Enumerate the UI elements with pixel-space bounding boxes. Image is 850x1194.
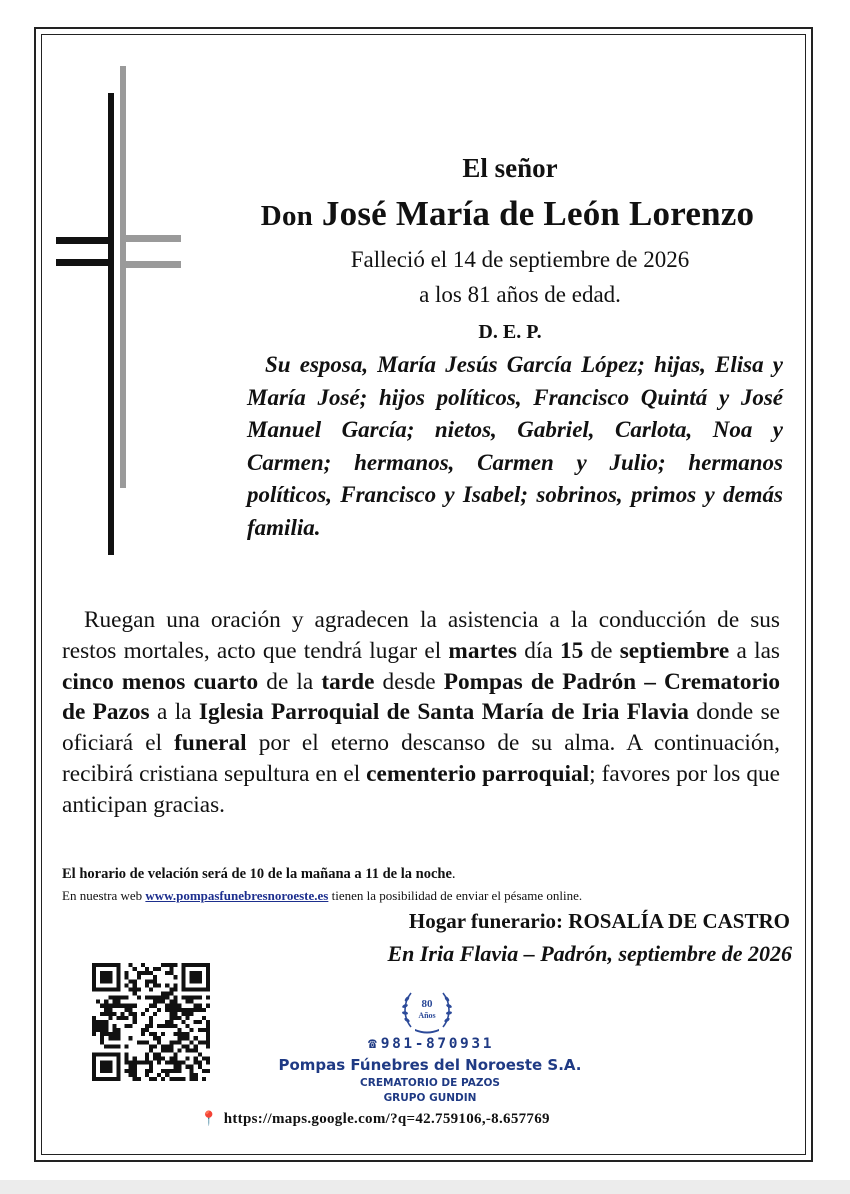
ceremony-text: de la: [258, 668, 322, 695]
dep-line: D. E. P.: [478, 321, 542, 343]
ceremony-text: a las: [729, 637, 780, 664]
maps-link[interactable]: [200, 1111, 680, 1128]
qr-code[interactable]: [92, 963, 210, 1081]
schedule-line: [62, 866, 782, 883]
place-date: En Iria Flavia – Padrón, septiembre de 2026: [387, 941, 792, 966]
ceremony-text: ; favores por los que anticipan gracias.: [62, 760, 780, 818]
company-name: Pompas Fúnebres del Noroeste S.A.: [278, 1056, 582, 1074]
ceremony-text: Ruegan una oración y agradecen la asistencia a la conducción de sus restos mortales, acto que tendrá lugar el: [62, 607, 780, 664]
family-paragraph: Su esposa, María Jesús García López; hijas, Elisa y María José; hijos políticos, Francisco Quintá y José Manuel García; nietos, Gabriel, Carlota, Noa y Carmen; hermanos, Carmen y Julio; hermanos políticos, Francisco y Isabel; sobrinos, primos y demás familia.: [247, 352, 783, 540]
ceremony-funeral: funeral: [174, 730, 247, 757]
deceased-name: [195, 194, 820, 234]
logo-word: Años: [418, 1011, 436, 1020]
web-prefix: En nuestra web: [62, 888, 146, 903]
maps-url: https://maps.google.com/?q=42.759106,-8.657769: [223, 1111, 550, 1127]
death-date-line: Falleció el 14 de septiembre de 2026: [350, 247, 690, 272]
name-main: José María de León Lorenzo: [321, 194, 755, 233]
ceremony-text: día: [516, 637, 560, 664]
ceremony-text: donde se oficiará el: [62, 699, 780, 757]
web-suffix: tienen la posibilidad de enviar el pésame online.: [328, 888, 583, 903]
phone-line[interactable]: [368, 1036, 508, 1052]
schedule-end: .: [451, 866, 456, 882]
ceremony-day-name: martes: [448, 637, 517, 664]
page-bottom-strip: [0, 1180, 850, 1194]
name-prefix: Don: [260, 200, 313, 232]
laurel-logo-icon: [399, 987, 455, 1035]
ceremony-period: tarde: [321, 668, 375, 695]
website-link[interactable]: www.pompasfunebresnoroeste.es: [145, 888, 329, 903]
schedule-text: El horario de velación será de 10 de la mañana a 11 de la noche: [62, 866, 452, 882]
ceremony-cemetery: cementerio parroquial: [366, 760, 590, 787]
ceremony-paragraph: [62, 605, 780, 821]
phone-number: 981-870931: [380, 1036, 495, 1052]
group-name: GRUPO GUNDIN: [383, 1092, 477, 1104]
logo-number: 80: [421, 998, 433, 1010]
ceremony-origin: Pompas de Padrón – Crematorio de Pazos: [62, 668, 780, 726]
ceremony-text: desde: [374, 668, 444, 695]
web-line: [62, 888, 782, 904]
intro-title: El señor: [462, 153, 558, 183]
ceremony-time: cinco menos cuarto: [62, 668, 259, 695]
hogar-funerario: Hogar funerario: ROSALÍA DE CASTRO: [408, 909, 790, 933]
ceremony-month: septiembre: [619, 637, 730, 664]
age-line: a los 81 años de edad.: [419, 282, 621, 307]
ceremony-text: a la: [149, 699, 199, 726]
crematorium-name: CREMATORIO DE PAZOS: [360, 1077, 500, 1089]
phone-icon: ☎: [368, 1036, 377, 1052]
ceremony-text: de: [583, 637, 620, 664]
map-pin-icon: 📍: [200, 1112, 218, 1127]
ceremony-day-number: 15: [559, 637, 584, 664]
ceremony-church: Iglesia Parroquial de Santa María de Iria Flavia: [198, 699, 689, 726]
ceremony-text: por el eterno descanso de su alma. A continuación, recibirá cristiana sepultura en el: [62, 730, 781, 787]
